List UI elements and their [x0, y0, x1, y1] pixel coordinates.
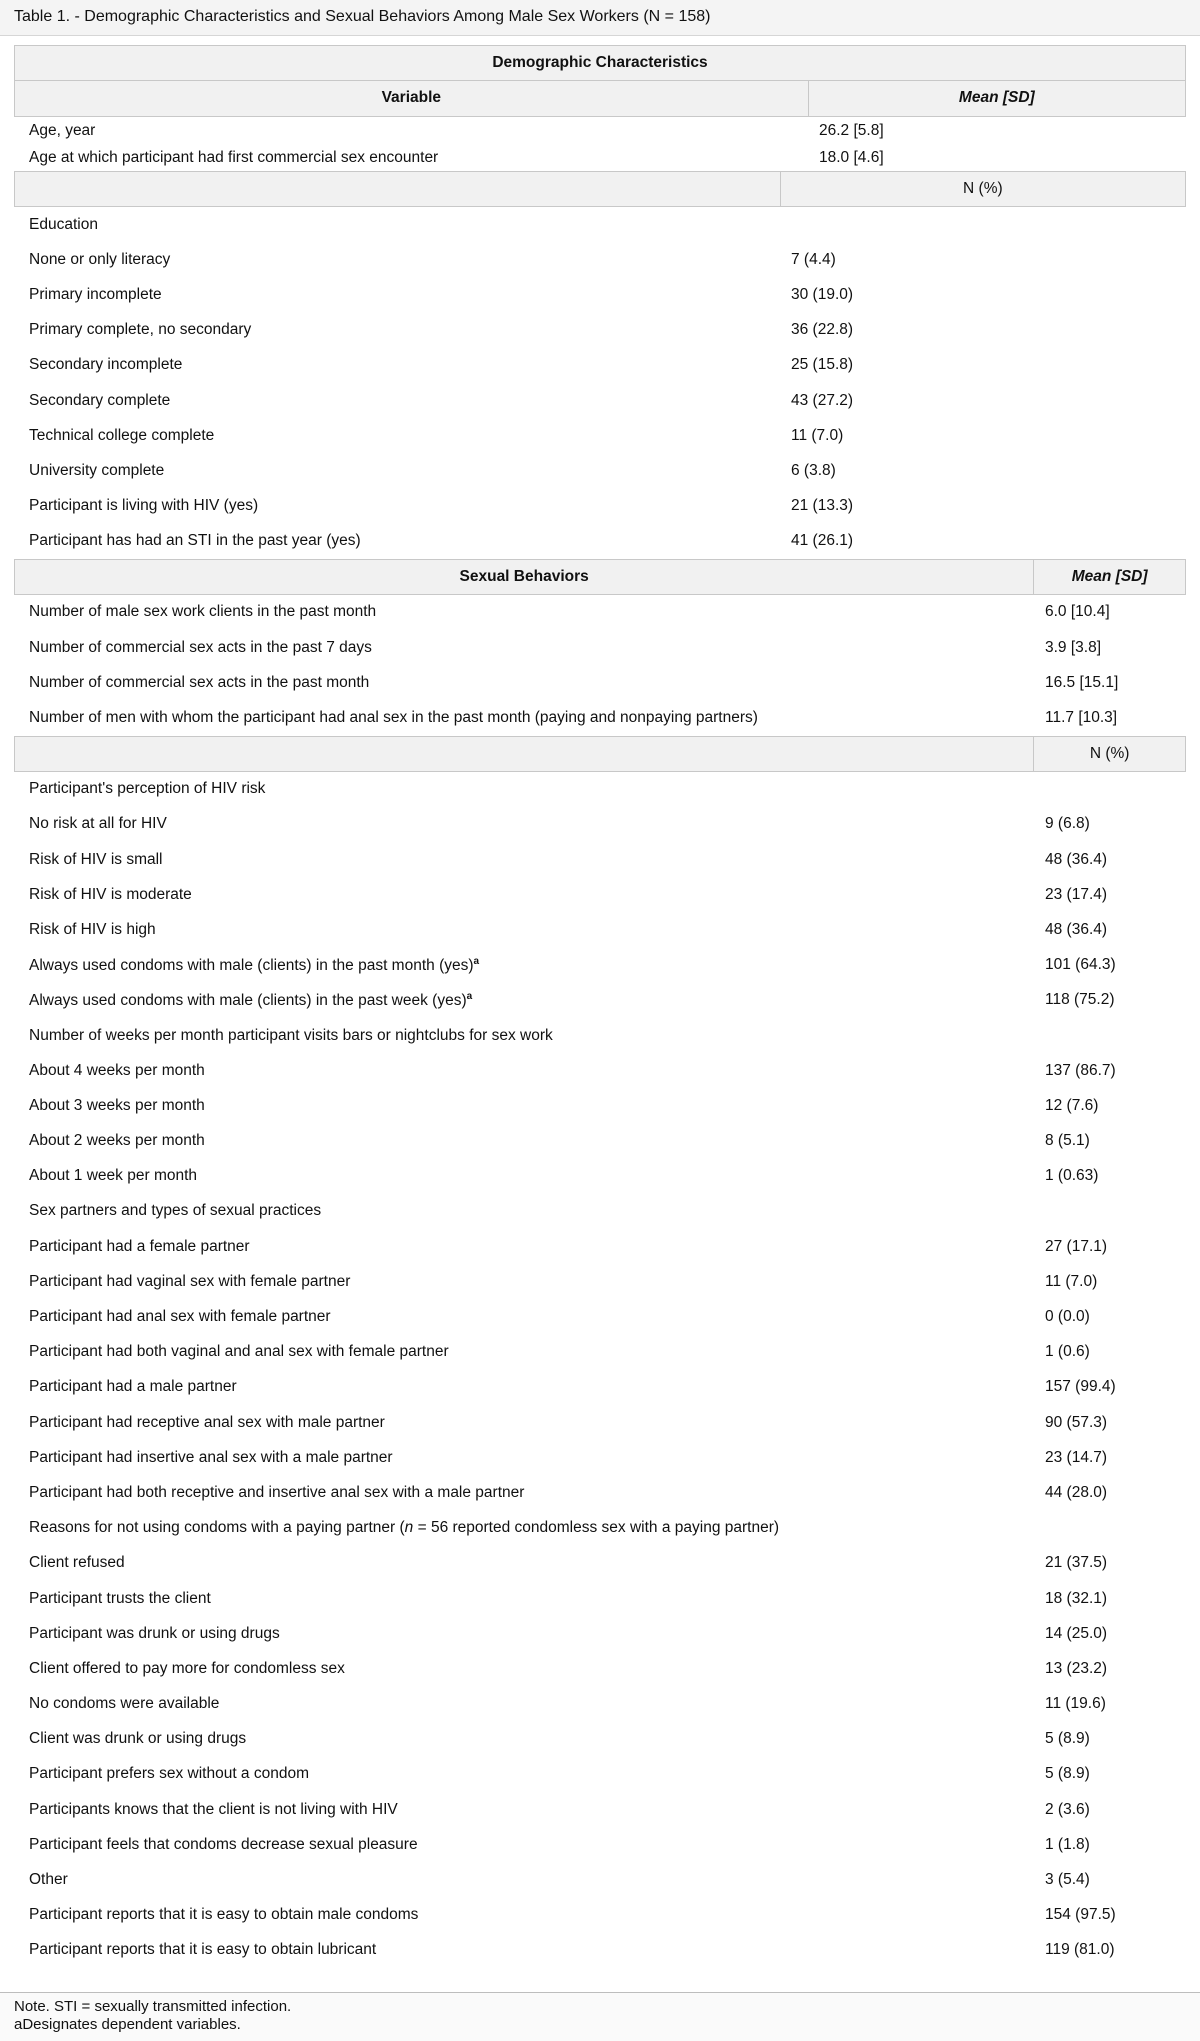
row-label: Participants knows that the client is not living with HIV: [29, 1800, 398, 1818]
row-value: 21 (13.3): [791, 497, 854, 515]
row-label: Secondary incomplete: [29, 356, 183, 374]
row-label: Participant's perception of HIV risk: [29, 780, 266, 798]
table-row: [14, 1124, 1186, 1159]
row-label: Participant had both vaginal and anal sex with female partner: [29, 1343, 449, 1361]
row-value: 48 (36.4): [1045, 920, 1108, 938]
row-value: 30 (19.0): [791, 285, 854, 303]
row-label: Participant had a female partner: [29, 1237, 250, 1255]
column-header-row: [14, 81, 1186, 117]
row-label: About 2 weeks per month: [29, 1132, 205, 1150]
row-label: Technical college complete: [29, 426, 215, 444]
row-label: Number of men with whom the participant had anal sex in the past month (paying and nonpaying partners): [29, 709, 758, 727]
table-row: [14, 700, 1186, 735]
row-value: 118 (75.2): [1045, 991, 1115, 1009]
row-value: 8 (5.1): [1045, 1132, 1090, 1150]
behavior-mean-rows: [14, 595, 1186, 736]
column-header-mean-sd-2: Mean [SD]: [1071, 567, 1148, 585]
row-label: Participant was drunk or using drugs: [29, 1624, 280, 1642]
row-label: Always used condoms with male (clients) in the past month (yes)$^a$: [29, 955, 480, 974]
row-value: 137 (86.7): [1045, 1061, 1116, 1079]
row-label: Education: [29, 215, 98, 233]
table: [14, 45, 1186, 1968]
table-row: [14, 453, 1186, 488]
table-row: [14, 348, 1186, 383]
table-row: [14, 1370, 1186, 1405]
row-value: 101 (64.3): [1045, 956, 1116, 974]
table-row: [14, 842, 1186, 877]
table-row: [14, 1053, 1186, 1088]
row-value: 11.7 [10.3]: [1045, 709, 1118, 727]
row-value: 23 (14.7): [1045, 1448, 1108, 1466]
row-label: Participant reports that it is easy to obtain male condoms: [29, 1906, 419, 1924]
row-label: Participant had both receptive and insertive anal sex with a male partner: [29, 1483, 525, 1501]
row-label: Participant had anal sex with female partner: [29, 1308, 331, 1326]
table-row: [14, 630, 1186, 665]
section-header-sexual-behaviors: Sexual Behaviors: [15, 560, 1034, 594]
row-label: Number of male sex work clients in the past month: [29, 603, 377, 621]
footer-designates: aDesignates dependent variables.: [14, 2016, 241, 2033]
row-label: About 4 weeks per month: [29, 1061, 205, 1079]
row-label: Client refused: [29, 1554, 125, 1572]
table-row: [14, 489, 1186, 524]
row-label: Participant trusts the client: [29, 1589, 211, 1607]
table-row: [14, 1862, 1186, 1897]
table-row: [14, 1722, 1186, 1757]
row-label: Participant had a male partner: [29, 1378, 237, 1396]
table-row: [14, 1194, 1186, 1229]
row-label: Participant had vaginal sex with female partner: [29, 1272, 351, 1290]
row-label: Client offered to pay more for condomless sex: [29, 1659, 345, 1677]
row-value: 157 (99.4): [1045, 1378, 1116, 1396]
footer-note: Note. STI = sexually transmitted infection.: [14, 1998, 292, 2015]
demographic-mean-rows: [14, 117, 1186, 171]
table-row: [14, 418, 1186, 453]
row-label: Age at which participant had first commercial sex encounter: [29, 148, 439, 166]
table-row: [14, 1546, 1186, 1581]
row-value: 5 (8.9): [1045, 1765, 1090, 1783]
column-header-variable: Variable: [15, 81, 809, 116]
table-row: [14, 665, 1186, 700]
row-label: Client was drunk or using drugs: [29, 1730, 247, 1748]
table-row: [14, 1616, 1186, 1651]
row-value: 18 (32.1): [1045, 1589, 1108, 1607]
table-row: [14, 807, 1186, 842]
table-row: [14, 1827, 1186, 1862]
row-label: Sex partners and types of sexual practices: [29, 1202, 322, 1220]
row-label: Other: [29, 1871, 68, 1889]
row-label: Primary complete, no secondary: [29, 321, 252, 339]
row-value: 154 (97.5): [1045, 1906, 1116, 1924]
row-label: Participant reports that it is easy to obtain lubricant: [29, 1941, 377, 1959]
table-row: [14, 1299, 1186, 1334]
section-header-sexual-behaviors-row: [14, 559, 1186, 595]
row-label: University complete: [29, 461, 165, 479]
row-value: 12 (7.6): [1045, 1096, 1099, 1114]
row-value: 27 (17.1): [1045, 1237, 1108, 1255]
row-label: Number of weeks per month participant visits bars or nightclubs for sex work: [29, 1026, 553, 1044]
table-row: [14, 117, 1186, 144]
row-label: Age, year: [29, 121, 96, 139]
row-value: 1 (1.8): [1045, 1835, 1090, 1853]
table-row: [14, 595, 1186, 630]
row-value: 0 (0.0): [1045, 1308, 1090, 1326]
row-value: 5 (8.9): [1045, 1730, 1090, 1748]
row-label: Participant had insertive anal sex with a male partner: [29, 1448, 393, 1466]
row-value: 25 (15.8): [791, 356, 854, 374]
section-header-demographic: Demographic Characteristics: [14, 45, 1186, 81]
row-value: 11 (7.0): [1045, 1272, 1098, 1290]
table-row: [14, 1757, 1186, 1792]
row-label: Participant feels that condoms decrease sexual pleasure: [29, 1835, 418, 1853]
row-value: 2 (3.6): [1045, 1800, 1090, 1818]
table-row: [14, 1229, 1186, 1264]
row-label: Participant had receptive anal sex with male partner: [29, 1413, 385, 1431]
row-value: 18.0 [4.6]: [819, 148, 884, 166]
row-label: Always used condoms with male (clients) in the past week (yes)$^a$: [29, 990, 473, 1009]
row-label: No condoms were available: [29, 1695, 220, 1713]
row-label: About 3 weeks per month: [29, 1096, 205, 1114]
table-row: [14, 1088, 1186, 1123]
row-value: 41 (26.1): [791, 532, 854, 550]
table-row: [14, 277, 1186, 312]
table-row: [14, 983, 1186, 1018]
column-header-n-percent: N (%): [963, 180, 1003, 197]
row-label: Number of commercial sex acts in the past 7 days: [29, 638, 372, 656]
row-value: 36 (22.8): [791, 321, 854, 339]
row-value: 119 (81.0): [1045, 1941, 1115, 1959]
table-row: [14, 1159, 1186, 1194]
row-label: No risk at all for HIV: [29, 815, 167, 833]
table-row: [14, 1440, 1186, 1475]
table-row: [14, 383, 1186, 418]
table-row: [14, 1792, 1186, 1827]
table-row: [14, 1898, 1186, 1933]
row-label: Risk of HIV is moderate: [29, 885, 192, 903]
row-value: 1 (0.63): [1045, 1167, 1099, 1185]
row-value: 23 (17.4): [1045, 885, 1108, 903]
row-label: Number of commercial sex acts in the past month: [29, 673, 370, 691]
demographic-n-rows: [14, 207, 1186, 559]
table-row: [14, 313, 1186, 348]
table-row: [14, 1581, 1186, 1616]
subheader-n-percent: [14, 171, 1186, 207]
row-value: 16.5 [15.1]: [1045, 673, 1119, 691]
table-row: [14, 1405, 1186, 1440]
row-value: 11 (19.6): [1045, 1695, 1106, 1713]
row-value: 11 (7.0): [791, 426, 844, 444]
table-caption: Table 1. - Demographic Characteristics and Sexual Behaviors Among Male Sex Workers (N = 158): [0, 0, 1200, 36]
subheader-blank: [15, 172, 781, 206]
table-row: [14, 524, 1186, 559]
subheader-blank-2: [15, 737, 1034, 771]
row-value: 9 (6.8): [1045, 815, 1090, 833]
row-value: 3.9 [3.8]: [1045, 638, 1102, 656]
row-value: 14 (25.0): [1045, 1624, 1108, 1642]
table-footer: [0, 1992, 1200, 2041]
row-value: 44 (28.0): [1045, 1483, 1108, 1501]
row-value: 6.0 [10.4]: [1045, 603, 1110, 621]
table-row: [14, 912, 1186, 947]
row-value: 6 (3.8): [791, 461, 836, 479]
table-row: [14, 1933, 1186, 1968]
row-value: 1 (0.6): [1045, 1343, 1090, 1361]
row-label: Risk of HIV is high: [29, 920, 156, 938]
row-value: 43 (27.2): [791, 391, 854, 409]
behavior-n-rows: [14, 772, 1186, 1968]
table-row: [14, 877, 1186, 912]
row-label: Participant has had an STI in the past year (yes): [29, 532, 361, 550]
table-row: [14, 207, 1186, 242]
table-row: [14, 1335, 1186, 1370]
row-label: Participant prefers sex without a condom: [29, 1765, 309, 1783]
table-row: [14, 1687, 1186, 1722]
table-row: [14, 1264, 1186, 1299]
row-label: Secondary complete: [29, 391, 171, 409]
table-row: [14, 1475, 1186, 1510]
table-row: [14, 242, 1186, 277]
table-row: [14, 948, 1186, 983]
subheader-n-percent-2: [14, 736, 1186, 772]
table-row: [14, 772, 1186, 807]
row-value: 3 (5.4): [1045, 1871, 1090, 1889]
table-row: [14, 1651, 1186, 1686]
row-value: 48 (36.4): [1045, 850, 1108, 868]
row-label: Risk of HIV is small: [29, 850, 163, 868]
row-label: Participant is living with HIV (yes): [29, 497, 259, 515]
column-header-mean-sd: Mean [SD]: [958, 89, 1035, 106]
row-label: Reasons for not using condoms with a paying partner (n = 56 reported condomless sex with a paying partner): [29, 1519, 780, 1537]
row-value: 13 (23.2): [1045, 1659, 1108, 1677]
column-header-n-percent-2: N (%): [1089, 744, 1130, 762]
row-value: 90 (57.3): [1045, 1413, 1108, 1431]
row-label: None or only literacy: [29, 250, 171, 268]
table-row: [14, 144, 1186, 171]
row-value: 26.2 [5.8]: [819, 121, 884, 139]
row-value: 21 (37.5): [1045, 1554, 1108, 1572]
table-row: [14, 1511, 1186, 1546]
row-label: Primary incomplete: [29, 285, 162, 303]
row-value: 7 (4.4): [791, 250, 836, 268]
table-row: [14, 1018, 1186, 1053]
row-label: About 1 week per month: [29, 1167, 198, 1185]
